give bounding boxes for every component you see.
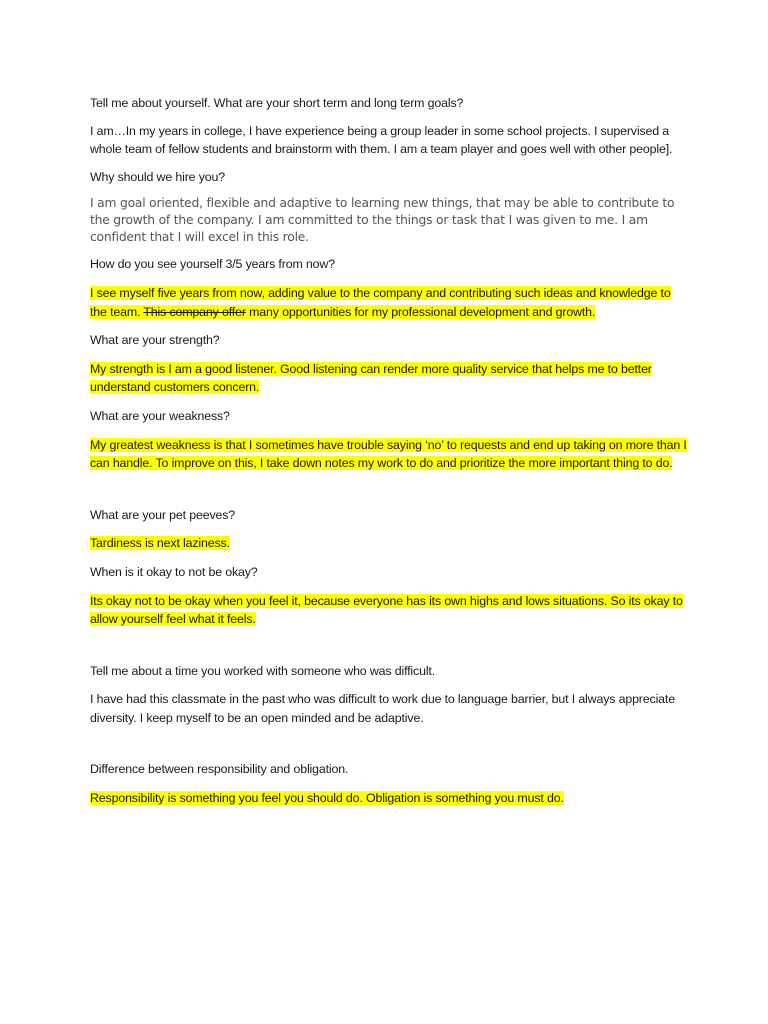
struck-text: This company offer — [143, 304, 246, 319]
answer-responsibility — [90, 789, 690, 808]
highlighted-text: Responsibility is something you feel you should do. Obligation is something you must do. — [90, 791, 564, 806]
question-weakness: What are your weakness? — [90, 408, 230, 423]
highlighted-text: I see myself five years from now, adding value to the company and contributing such ideas and knowledge to the team. — [90, 285, 671, 319]
answer-not-okay — [90, 592, 690, 629]
highlighted-text: Its okay not to be okay when you feel it, because everyone has its own highs and lows situations. So its okay to allow yourself feel what it feels. — [90, 593, 683, 627]
question-pet-peeves: What are your pet peeves? — [90, 507, 236, 522]
answer-pet-peeves — [90, 534, 690, 553]
question-difficult-person: Tell me about a time you worked with someone who was difficult. — [90, 663, 436, 678]
question-not-okay: When is it okay to not be okay? — [90, 564, 258, 579]
highlighted-text: My greatest weakness is that I sometimes have trouble saying ‘no’ to requests and end up taking on more than I can handle. To improve on this, I take down notes my work to do and prioritize the more important thing to do. — [90, 437, 687, 471]
question-why-hire: Why should we hire you? — [90, 169, 225, 184]
answer-weakness — [90, 436, 690, 473]
answer-about-yourself: I am…In my years in college, I have experience being a group leader in some school projects. I supervised a whole team of fellow students and brainstorm with them. I am a team player and goes well with other people]. — [90, 123, 673, 157]
answer-difficult-person: I have had this classmate in the past who was difficult to work due to language barrier, but I always appreciate diversity. I keep myself to be an open minded and be adaptive. — [90, 692, 675, 725]
question-about-yourself: Tell me about yourself. What are your short term and long term goals? — [90, 96, 464, 110]
document-body — [90, 94, 690, 808]
question-five-years: How do you see yourself 3/5 years from now? — [90, 257, 335, 272]
answer-five-years — [90, 284, 690, 321]
highlighted-text: Tardiness is next laziness. — [90, 536, 230, 551]
question-strength: What are your strength? — [90, 333, 220, 348]
answer-strength — [90, 360, 690, 397]
answer-why-hire: I am goal oriented, flexible and adaptive to learning new things, that may be able to contribute to the growth of the company. I am committed to the things or task that I was given to me. I am confident that I will excel in this role. — [90, 196, 675, 245]
question-responsibility: Difference between responsibility and obligation. — [90, 762, 349, 777]
highlighted-text: many opportunities for my professional development and growth. — [245, 304, 596, 319]
highlighted-text: My strength is I am a good listener. Good listening can render more quality service that helps me to better understand customers concern. — [90, 361, 652, 395]
